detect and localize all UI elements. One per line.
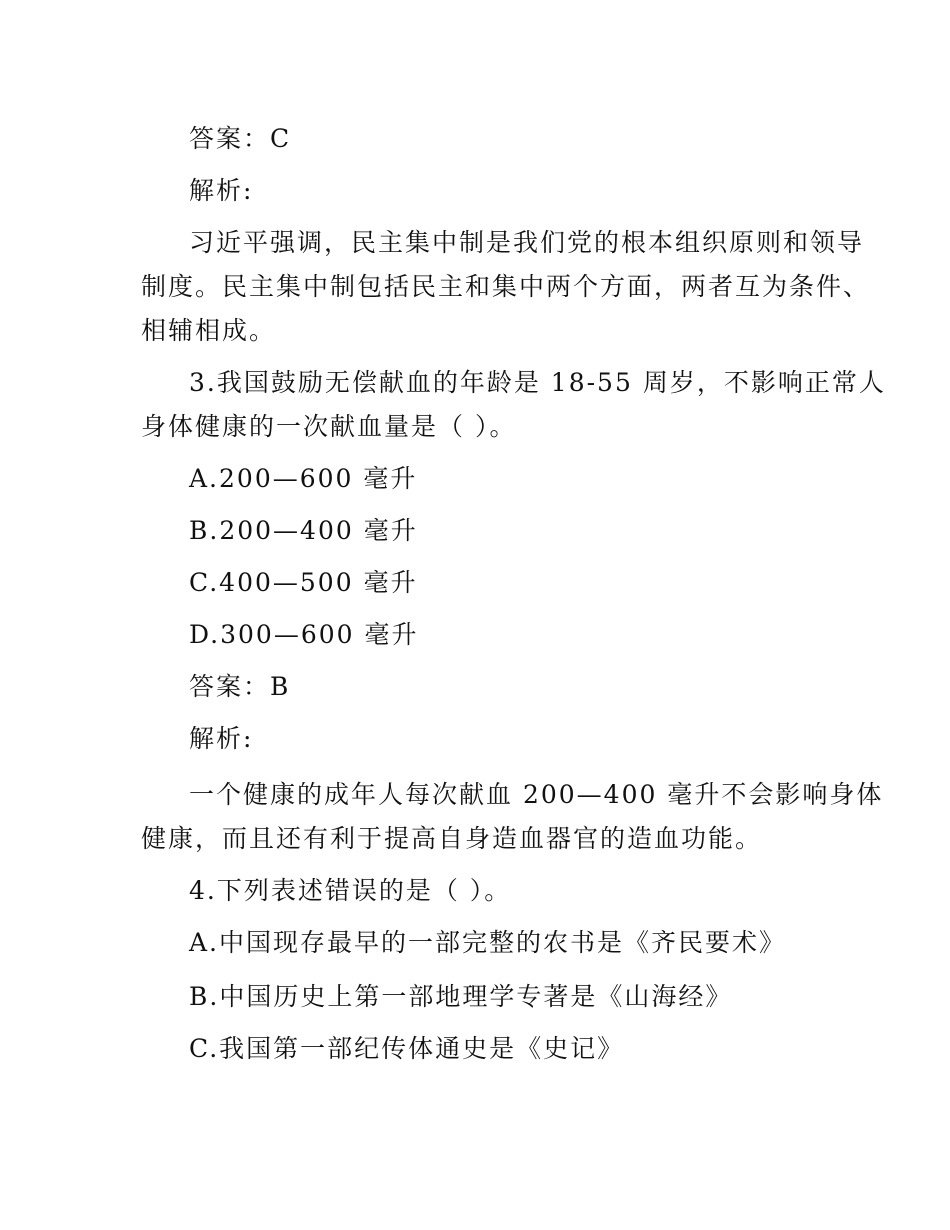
q3-option-a: A.200—600 毫升 [189, 464, 418, 493]
q4-option-b: B.中国历史上第一部地理学专著是《山海经》 [189, 982, 733, 1011]
q3-option-c: C.400—500 毫升 [189, 568, 418, 597]
q2-analysis-line: 习近平强调，民主集中制是我们党的根本组织原则和领导 [189, 228, 865, 257]
q4-option-a: A.中国现存最早的一部完整的农书是《齐民要术》 [189, 928, 787, 957]
q3-option-d: D.300—600 毫升 [189, 620, 419, 649]
q2-answer: 答案：C [189, 124, 292, 153]
q2-analysis-line: 制度。民主集中制包括民主和集中两个方面，两者互为条件、 [141, 272, 871, 301]
q2-analysis-line: 相辅相成。 [141, 316, 277, 345]
q4-option-c: C.我国第一部纪传体通史是《史记》 [189, 1034, 625, 1063]
q3-analysis-line: 健康，而且还有利于提高自身造血器官的造血功能。 [141, 824, 763, 853]
q2-analysis-label: 解析: [189, 176, 254, 205]
q3-stem-line: 3.我国鼓励无偿献血的年龄是 18-55 周岁，不影响正常人 [189, 368, 886, 397]
q3-option-b: B.200—400 毫升 [189, 516, 418, 545]
q4-stem: 4.下列表述错误的是（ ）。 [189, 876, 512, 905]
q3-analysis-line: 一个健康的成年人每次献血 200—400 毫升不会影响身体 [189, 780, 884, 809]
q3-stem-line: 身体健康的一次献血量是（ ）。 [141, 412, 517, 441]
q3-analysis-label: 解析: [189, 724, 254, 753]
q3-answer: 答案：B [189, 672, 291, 701]
